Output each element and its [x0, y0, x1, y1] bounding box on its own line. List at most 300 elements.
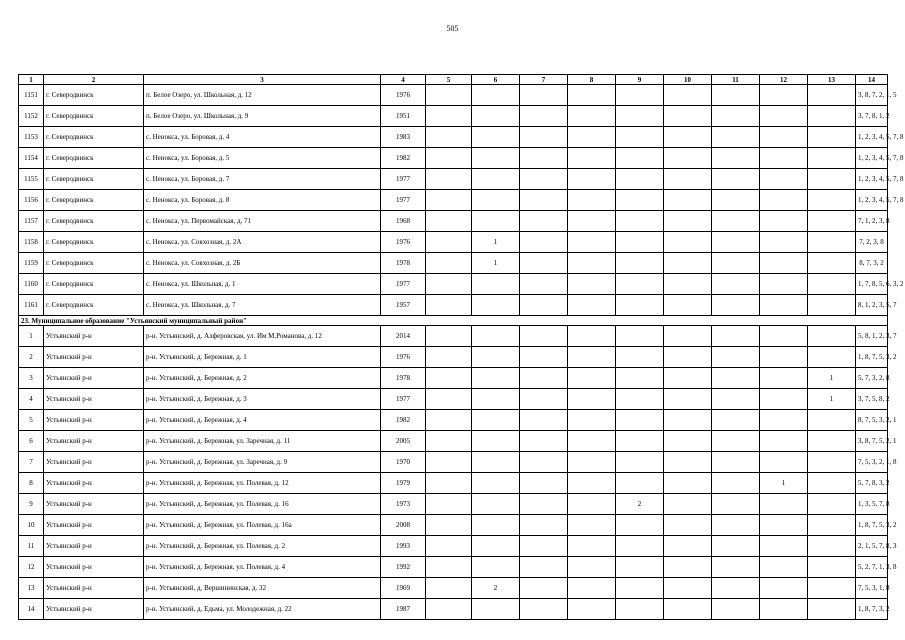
cell-col11	[712, 253, 760, 274]
column-header: 4	[381, 75, 426, 85]
cell-col13	[808, 85, 856, 106]
cell-col5	[426, 274, 472, 295]
cell-col14: 8, 1, 2, 3, 5, 7	[856, 295, 888, 316]
column-header: 12	[760, 75, 808, 85]
column-header: 13	[808, 75, 856, 85]
cell-number: 1	[19, 326, 44, 347]
cell-address: с. Ненокса, ул. Первомайская, д. 71	[144, 211, 381, 232]
cell-col13	[808, 452, 856, 473]
cell-col7	[520, 295, 568, 316]
cell-col7	[520, 106, 568, 127]
cell-district: г. Северодвинск	[44, 211, 144, 232]
cell-col9	[616, 85, 664, 106]
cell-year: 1979	[381, 473, 426, 494]
cell-col9	[616, 557, 664, 578]
cell-col14: 1, 2, 3, 4, 5, 7, 8	[856, 127, 888, 148]
cell-district: Устьянский р-н	[44, 389, 144, 410]
table-row	[19, 127, 888, 148]
cell-col12	[760, 431, 808, 452]
severodvinsk-rows	[19, 85, 904, 316]
cell-col6: 1	[472, 253, 520, 274]
cell-col14: 8, 7, 5, 3, 2, 1	[856, 410, 888, 431]
cell-year: 2008	[381, 515, 426, 536]
cell-number: 1153	[19, 127, 44, 148]
cell-col13	[808, 127, 856, 148]
cell-col7	[520, 494, 568, 515]
column-header: 1	[19, 75, 44, 85]
cell-col11	[712, 389, 760, 410]
cell-col5	[426, 557, 472, 578]
cell-col12	[760, 127, 808, 148]
cell-col9	[616, 473, 664, 494]
cell-col6	[472, 169, 520, 190]
cell-col8	[568, 473, 616, 494]
cell-col5	[426, 85, 472, 106]
cell-col10	[664, 106, 712, 127]
cell-district: Устьянский р-н	[44, 368, 144, 389]
cell-col5	[426, 515, 472, 536]
cell-col5	[426, 232, 472, 253]
cell-col5	[426, 578, 472, 599]
cell-col8	[568, 85, 616, 106]
table-row	[19, 389, 888, 410]
cell-col9	[616, 211, 664, 232]
cell-address: р-н. Устьянский, д. Едьма, ул. Молодежная, д. 22	[144, 599, 381, 620]
table-row	[19, 494, 888, 515]
cell-col6	[472, 127, 520, 148]
cell-year: 1951	[381, 106, 426, 127]
table-row	[19, 536, 888, 557]
cell-address: р-н. Устьянский, д. Бережная, ул. Полевая, д. 4	[144, 557, 381, 578]
cell-year: 1978	[381, 368, 426, 389]
column-header: 8	[568, 75, 616, 85]
cell-col6	[472, 410, 520, 431]
cell-year: 2005	[381, 431, 426, 452]
cell-number: 6	[19, 431, 44, 452]
cell-address: р-н. Устьянский, д. Бережная, ул. Полевая, д. 16а	[144, 515, 381, 536]
cell-col8	[568, 106, 616, 127]
cell-number: 1160	[19, 274, 44, 295]
table-row	[19, 190, 888, 211]
cell-col9	[616, 347, 664, 368]
cell-col10	[664, 515, 712, 536]
table-row	[19, 368, 888, 389]
cell-col9	[616, 368, 664, 389]
cell-col5	[426, 148, 472, 169]
section-title: 23. Муниципальное образование "Устьянский муниципальный район"	[19, 316, 888, 326]
cell-col8	[568, 274, 616, 295]
cell-col11	[712, 557, 760, 578]
cell-col12	[760, 368, 808, 389]
cell-col12	[760, 295, 808, 316]
cell-col12	[760, 326, 808, 347]
table-row	[19, 557, 888, 578]
cell-col11	[712, 368, 760, 389]
cell-col10	[664, 295, 712, 316]
cell-col7	[520, 536, 568, 557]
cell-col14: 3, 8, 7, 5, 2, 1	[856, 431, 888, 452]
cell-col10	[664, 494, 712, 515]
ustyansky-rows	[19, 326, 897, 620]
header-row	[19, 75, 888, 85]
cell-col5	[426, 326, 472, 347]
cell-col12	[760, 85, 808, 106]
cell-col7	[520, 190, 568, 211]
table-row	[19, 211, 888, 232]
table-row	[19, 106, 888, 127]
cell-col10	[664, 326, 712, 347]
cell-col6	[472, 148, 520, 169]
cell-col10	[664, 599, 712, 620]
column-header: 3	[144, 75, 381, 85]
cell-col10	[664, 169, 712, 190]
cell-col9	[616, 232, 664, 253]
cell-col9	[616, 253, 664, 274]
table-row	[19, 410, 888, 431]
cell-number: 1161	[19, 295, 44, 316]
column-header: 10	[664, 75, 712, 85]
cell-col6	[472, 389, 520, 410]
cell-col13	[808, 253, 856, 274]
table-row	[19, 326, 888, 347]
cell-col9	[616, 536, 664, 557]
cell-col7	[520, 274, 568, 295]
cell-col11	[712, 494, 760, 515]
cell-district: Устьянский р-н	[44, 347, 144, 368]
cell-col13	[808, 169, 856, 190]
cell-col6	[472, 452, 520, 473]
cell-col9	[616, 169, 664, 190]
cell-col12	[760, 347, 808, 368]
cell-number: 1155	[19, 169, 44, 190]
cell-address: р-н. Устьянский, д. Бережная, ул. Полевая, д. 12	[144, 473, 381, 494]
cell-col12	[760, 169, 808, 190]
cell-district: г. Северодвинск	[44, 106, 144, 127]
table-row	[19, 253, 888, 274]
cell-col13	[808, 148, 856, 169]
cell-col8	[568, 431, 616, 452]
cell-district: г. Северодвинск	[44, 295, 144, 316]
cell-number: 1152	[19, 106, 44, 127]
cell-col10	[664, 211, 712, 232]
cell-col13	[808, 557, 856, 578]
cell-number: 1159	[19, 253, 44, 274]
cell-col12	[760, 452, 808, 473]
cell-col14: 1, 2, 3, 4, 5, 7, 8	[856, 190, 888, 211]
cell-col13	[808, 326, 856, 347]
cell-col9	[616, 106, 664, 127]
cell-col7	[520, 85, 568, 106]
table-row	[19, 515, 888, 536]
cell-col9	[616, 190, 664, 211]
cell-number: 11	[19, 536, 44, 557]
column-header: 11	[712, 75, 760, 85]
cell-district: Устьянский р-н	[44, 557, 144, 578]
cell-col5	[426, 368, 472, 389]
cell-col13: 1	[808, 368, 856, 389]
cell-col9	[616, 295, 664, 316]
cell-col7	[520, 326, 568, 347]
cell-col9	[616, 389, 664, 410]
cell-address: р-н. Устьянский, д. Алферовская, ул. Им М.Романова, д. 12	[144, 326, 381, 347]
cell-col14: 1, 8, 7, 5, 3, 2	[856, 347, 888, 368]
cell-col14: 5, 2, 7, 1, 3, 8	[856, 557, 888, 578]
cell-col13	[808, 347, 856, 368]
cell-col9	[616, 148, 664, 169]
cell-year: 1977	[381, 169, 426, 190]
cell-col11	[712, 431, 760, 452]
cell-col5	[426, 431, 472, 452]
cell-col10	[664, 452, 712, 473]
cell-col13	[808, 274, 856, 295]
cell-col13	[808, 578, 856, 599]
cell-col10	[664, 85, 712, 106]
cell-col5	[426, 410, 472, 431]
cell-col5	[426, 253, 472, 274]
cell-district: Устьянский р-н	[44, 431, 144, 452]
table-row	[19, 452, 888, 473]
cell-col14: 1, 7, 8, 5, 6, 3, 2	[856, 274, 888, 295]
cell-col5	[426, 169, 472, 190]
cell-col6	[472, 295, 520, 316]
cell-number: 1158	[19, 232, 44, 253]
column-header: 5	[426, 75, 472, 85]
cell-col8	[568, 190, 616, 211]
cell-district: Устьянский р-н	[44, 326, 144, 347]
cell-col11	[712, 106, 760, 127]
cell-col6	[472, 190, 520, 211]
cell-col7	[520, 127, 568, 148]
cell-district: г. Северодвинск	[44, 127, 144, 148]
cell-col9	[616, 599, 664, 620]
table-row	[19, 578, 888, 599]
cell-col7	[520, 473, 568, 494]
cell-district: Устьянский р-н	[44, 599, 144, 620]
cell-col7	[520, 452, 568, 473]
cell-col7	[520, 232, 568, 253]
cell-year: 1978	[381, 253, 426, 274]
cell-col8	[568, 169, 616, 190]
cell-col10	[664, 473, 712, 494]
cell-year: 1993	[381, 536, 426, 557]
cell-col10	[664, 274, 712, 295]
cell-address: р-н. Устьянский, д. Бережная, д. 4	[144, 410, 381, 431]
cell-col5	[426, 211, 472, 232]
cell-col10	[664, 148, 712, 169]
cell-number: 1156	[19, 190, 44, 211]
cell-col5	[426, 452, 472, 473]
cell-address: р-н. Устьянский, д. Бережная, д. 3	[144, 389, 381, 410]
cell-col12	[760, 211, 808, 232]
cell-number: 12	[19, 557, 44, 578]
cell-year: 1977	[381, 389, 426, 410]
cell-col7	[520, 389, 568, 410]
cell-col14: 7, 2, 3, 8	[856, 232, 888, 253]
cell-col9	[616, 410, 664, 431]
cell-number: 8	[19, 473, 44, 494]
cell-col12	[760, 190, 808, 211]
cell-col14: 5, 7, 3, 2, 8	[856, 368, 888, 389]
table-row	[19, 295, 888, 316]
cell-col6	[472, 347, 520, 368]
cell-year: 1983	[381, 127, 426, 148]
cell-address: с. Ненокса, ул. Боровая, д. 4	[144, 127, 381, 148]
cell-col6	[472, 431, 520, 452]
cell-col11	[712, 127, 760, 148]
cell-col10	[664, 557, 712, 578]
cell-col11	[712, 85, 760, 106]
cell-col14: 1, 3, 5, 7, 8	[856, 494, 888, 515]
cell-col6	[472, 536, 520, 557]
cell-col13	[808, 410, 856, 431]
cell-year: 1973	[381, 494, 426, 515]
cell-col14: 7, 1, 2, 3, 8	[856, 211, 888, 232]
section-block	[19, 316, 888, 326]
cell-address: р-н. Устьянский, д. Бережная, ул. Полевая, д. 16	[144, 494, 381, 515]
cell-col13	[808, 494, 856, 515]
cell-col8	[568, 557, 616, 578]
cell-col6	[472, 599, 520, 620]
cell-col11	[712, 473, 760, 494]
cell-col13	[808, 599, 856, 620]
cell-col6	[472, 557, 520, 578]
cell-col14: 3, 8, 7, 2, 1, 5	[856, 85, 888, 106]
cell-col8	[568, 515, 616, 536]
cell-address: с. Ненокса, ул. Совхозная, д. 2Б	[144, 253, 381, 274]
cell-col12	[760, 274, 808, 295]
cell-address: р-н. Устьянский, д. Бережная, д. 2	[144, 368, 381, 389]
cell-col8	[568, 599, 616, 620]
cell-col11	[712, 599, 760, 620]
cell-col10	[664, 232, 712, 253]
cell-year: 1968	[381, 211, 426, 232]
cell-year: 2014	[381, 326, 426, 347]
cell-col13	[808, 295, 856, 316]
cell-col12	[760, 536, 808, 557]
cell-col9: 2	[616, 494, 664, 515]
cell-col9	[616, 274, 664, 295]
cell-col12	[760, 410, 808, 431]
cell-col11	[712, 536, 760, 557]
cell-number: 3	[19, 368, 44, 389]
cell-address: р-н. Устьянский, д. Бережная, ул. Полевая, д. 2	[144, 536, 381, 557]
cell-col11	[712, 295, 760, 316]
column-header: 7	[520, 75, 568, 85]
cell-col12	[760, 599, 808, 620]
cell-col7	[520, 211, 568, 232]
cell-col14: 1, 2, 3, 4, 5, 7, 8	[856, 148, 888, 169]
cell-col8	[568, 211, 616, 232]
cell-col7	[520, 410, 568, 431]
cell-address: с. Ненокса, ул. Совхозная, д. 2А	[144, 232, 381, 253]
cell-col8	[568, 494, 616, 515]
cell-col5	[426, 473, 472, 494]
cell-col14: 2, 1, 5, 7, 8, 3	[856, 536, 888, 557]
cell-col10	[664, 578, 712, 599]
cell-col14: 5, 7, 8, 3, 2	[856, 473, 888, 494]
cell-district: г. Северодвинск	[44, 148, 144, 169]
cell-col7	[520, 148, 568, 169]
cell-col13	[808, 190, 856, 211]
cell-col11	[712, 148, 760, 169]
table-row	[19, 347, 888, 368]
cell-col9	[616, 515, 664, 536]
table-row	[19, 274, 888, 295]
table-row	[19, 473, 888, 494]
cell-district: Устьянский р-н	[44, 578, 144, 599]
cell-district: Устьянский р-н	[44, 410, 144, 431]
cell-col11	[712, 347, 760, 368]
cell-col9	[616, 326, 664, 347]
cell-col7	[520, 169, 568, 190]
cell-year: 1992	[381, 557, 426, 578]
cell-col7	[520, 557, 568, 578]
cell-number: 13	[19, 578, 44, 599]
cell-col5	[426, 389, 472, 410]
cell-col6	[472, 494, 520, 515]
cell-col10	[664, 127, 712, 148]
cell-col9	[616, 578, 664, 599]
cell-district: Устьянский р-н	[44, 473, 144, 494]
cell-col11	[712, 578, 760, 599]
cell-year: 1977	[381, 274, 426, 295]
cell-col8	[568, 127, 616, 148]
cell-col14: 8, 7, 3, 2	[856, 253, 888, 274]
cell-col7	[520, 515, 568, 536]
cell-year: 1976	[381, 232, 426, 253]
cell-col12: 1	[760, 473, 808, 494]
cell-district: г. Северодвинск	[44, 190, 144, 211]
cell-year: 1976	[381, 85, 426, 106]
cell-col11	[712, 274, 760, 295]
cell-col12	[760, 557, 808, 578]
cell-col5	[426, 127, 472, 148]
table-row	[19, 85, 888, 106]
cell-address: с. Ненокса, ул. Школьная, д. 1	[144, 274, 381, 295]
cell-col6: 1	[472, 232, 520, 253]
cell-col12	[760, 232, 808, 253]
cell-col6	[472, 368, 520, 389]
cell-col5	[426, 599, 472, 620]
housing-register-table	[18, 74, 904, 620]
table-row	[19, 599, 888, 620]
column-header: 9	[616, 75, 664, 85]
cell-col13	[808, 211, 856, 232]
cell-address: с. Ненокса, ул. Боровая, д. 5	[144, 148, 381, 169]
cell-col14: 1, 8, 7, 5, 3, 2	[856, 515, 888, 536]
cell-col11	[712, 452, 760, 473]
cell-col11	[712, 190, 760, 211]
cell-col14: 7, 5, 3, 2, 1, 8	[856, 452, 888, 473]
cell-number: 14	[19, 599, 44, 620]
cell-col10	[664, 431, 712, 452]
cell-col8	[568, 410, 616, 431]
cell-number: 1151	[19, 85, 44, 106]
cell-col7	[520, 599, 568, 620]
table-row	[19, 431, 888, 452]
cell-col9	[616, 431, 664, 452]
cell-col8	[568, 295, 616, 316]
cell-address: с. Ненокса, ул. Школьная, д. 7	[144, 295, 381, 316]
cell-col14: 5, 8, 1, 2, 3, 7	[856, 326, 888, 347]
cell-col12	[760, 253, 808, 274]
page-number: 505	[446, 24, 459, 33]
cell-col10	[664, 368, 712, 389]
cell-number: 4	[19, 389, 44, 410]
cell-col10	[664, 253, 712, 274]
cell-district: г. Северодвинск	[44, 85, 144, 106]
cell-col6	[472, 106, 520, 127]
